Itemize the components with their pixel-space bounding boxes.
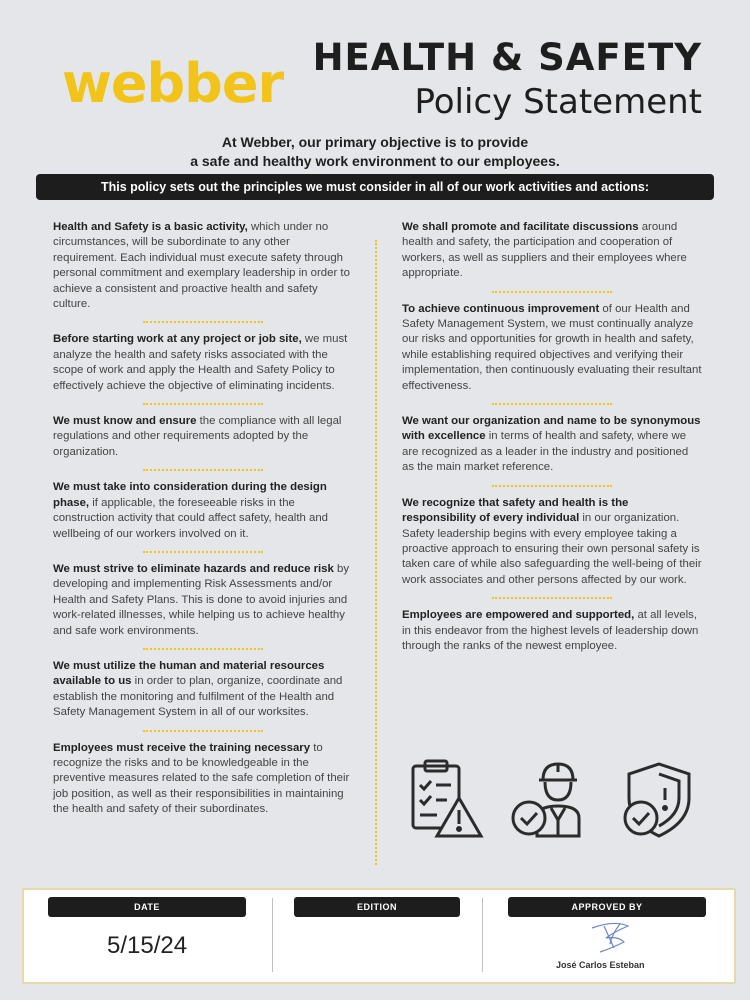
dotted-separator — [492, 597, 612, 599]
edition-label: EDITION — [294, 897, 460, 917]
dotted-separator — [492, 291, 612, 293]
policy-paragraph — [53, 562, 353, 639]
policy-paragraph — [53, 741, 353, 818]
dotted-separator — [492, 403, 612, 405]
icon-row — [405, 758, 705, 848]
policy-paragraph — [402, 496, 702, 588]
policy-lead: Employees are empowered and supported, — [402, 609, 635, 622]
policy-text: the compliance with all legal regulations and other requirements adopted by the organization. — [53, 415, 342, 458]
safety-shield-icon — [617, 758, 701, 843]
policy-lead: Before starting work at any project or job site, — [53, 333, 302, 346]
policy-paragraph — [53, 332, 353, 394]
policy-text: of our Health and Safety Management System, we must continually analyze our risks and opportunities for growth in health and safety, while establishing required objectives and verifying their implementation, then continuously evaluating their resultant effectiveness. — [402, 302, 702, 392]
approval-footer — [22, 888, 736, 984]
webber-logo: webber — [62, 52, 284, 115]
policy-lead: We must strive to eliminate hazards and reduce risk — [53, 562, 334, 575]
dotted-separator — [143, 403, 263, 405]
policy-lead: To achieve continuous improvement — [402, 302, 600, 315]
policy-text: which under no circumstances, will be subordinate to any other requirement. Each individual must execute safety through personal commitment and exemplary leadership in order to achieve a consistent and proactive health and safety culture. — [53, 221, 350, 311]
dotted-separator — [143, 648, 263, 650]
policy-text: around health and safety, the participation and cooperation of workers, as well as suppliers and their employees where appropriate. — [402, 221, 687, 280]
policy-paragraph — [53, 414, 353, 460]
policy-lead: We want our organization and name to be synonymous with excellence — [402, 415, 701, 443]
principles-banner: This policy sets out the principles we must consider in all of our work activities and actions: — [36, 174, 714, 200]
policy-text: we must analyze the health and safety risks associated with the scope of work and apply the Health and Safety Policy to effectively achieve the objective of eliminating incidents. — [53, 333, 348, 392]
intro-statement — [0, 133, 750, 171]
footer-divider — [482, 898, 483, 972]
policy-lead: We must take into consideration during the design phase, — [53, 481, 327, 509]
policy-paragraph — [402, 302, 702, 394]
right-column — [402, 220, 702, 654]
dotted-separator — [143, 321, 263, 323]
policy-paragraph — [53, 220, 353, 312]
policy-text: in terms of health and safety, where we are recognized as a leader in the industry and positioned as the main market reference. — [402, 430, 689, 474]
dotted-separator — [143, 551, 263, 553]
policy-text: to recognize the risks and to be knowledgeable in the preventive measures related to the safe completion of their job position, as well as their responsibilities in maintaining the health and safety of their subordinates. — [53, 741, 350, 816]
policy-paragraph — [53, 480, 353, 542]
policy-text: in our organization. Safety leadership begins with every employee taking a proactive approach to ensuring their own personal safety is taken care of while also safeguarding the well-being of their work associates and other persons affected by our work. — [402, 512, 702, 586]
signature — [584, 918, 644, 958]
left-column — [53, 220, 353, 818]
page-subtitle: Policy Statement — [414, 82, 702, 122]
column-divider — [375, 240, 377, 865]
policy-lead: We must utilize the human and material resources available to us — [53, 659, 325, 688]
policy-lead: We must know and ensure — [53, 415, 197, 428]
date-label: DATE — [48, 897, 246, 917]
policy-text: by developing and implementing Risk Assessments and/or Health and Safety Plans. This is done to avoid injuries and work-related illnesses, while helping us to achieve healthy and safe work environments. — [53, 562, 350, 637]
dotted-separator — [143, 730, 263, 732]
approved-by-label: APPROVED BY — [508, 897, 706, 917]
policy-lead: We recognize that safety and health is the responsibility of every individual — [402, 496, 629, 525]
policy-lead: We shall promote and facilitate discussions — [402, 221, 639, 233]
approver-name: José Carlos Esteban — [556, 960, 645, 970]
policy-text: at all levels, in this endeavor from the highest levels of leadership down through the ranks of the newest employee. — [402, 609, 699, 652]
footer-divider — [272, 898, 273, 972]
policy-paragraph — [53, 659, 353, 721]
policy-lead: Health and Safety is a basic activity, — [53, 221, 248, 233]
policy-paragraph — [402, 608, 702, 654]
intro-line-1: At Webber, our primary objective is to provide — [221, 134, 529, 150]
intro-line-2: a safe and healthy work environment to our employees. — [190, 153, 560, 169]
policy-text: if applicable, the foreseeable risks in the construction activity that could affect safety, health and wellbeing of our workers involved on it. — [53, 496, 329, 540]
dotted-separator — [143, 469, 263, 471]
policy-lead: Employees must receive the training necessary — [53, 741, 311, 754]
policy-paragraph — [402, 220, 702, 282]
page-title: HEALTH & SAFETY — [312, 36, 702, 79]
safe-worker-icon — [507, 758, 597, 843]
checklist-warning-icon — [407, 758, 487, 843]
policy-paragraph — [402, 414, 702, 476]
policy-text: in order to plan, organize, coordinate and establish the monitoring and fulfilment of the Health and Safety Management System in all of our worksites. — [53, 675, 343, 719]
dotted-separator — [492, 485, 612, 487]
date-value: 5/15/24 — [107, 932, 188, 959]
